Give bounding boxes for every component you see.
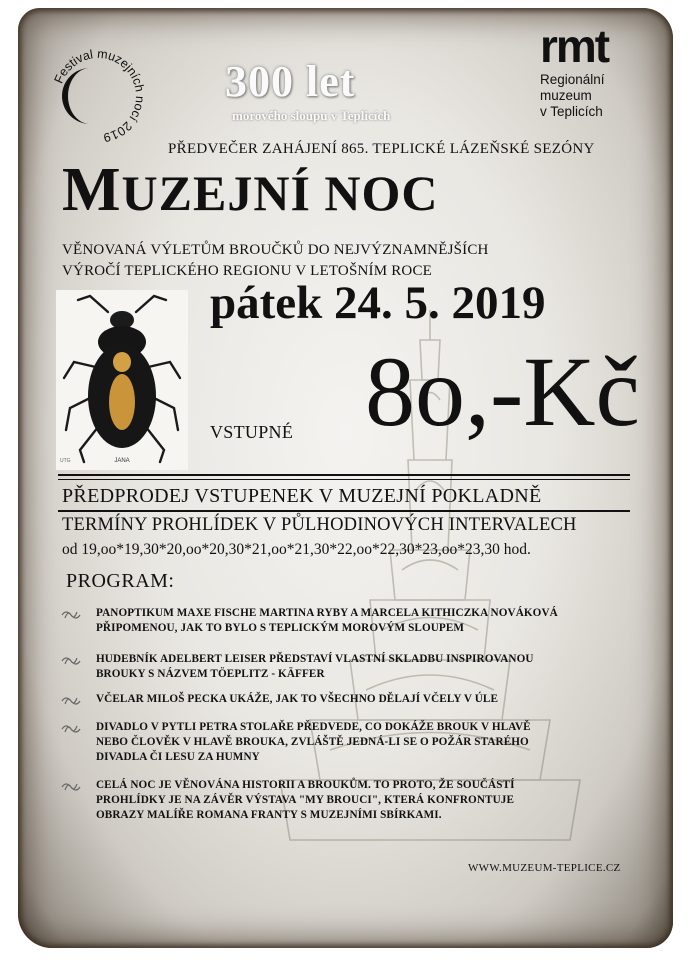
title-rest: UZEJNÍ NOC [121, 165, 439, 221]
event-date: pátek 24. 5. 2019 [210, 277, 546, 329]
program-item-line: PANOPTIKUM MAXE FISCHE MARTINA RYBY A MARCELA KITHICZKA NOVÁKOVÁ [96, 607, 558, 619]
logo-mark: rmt [540, 20, 609, 72]
program-item [60, 606, 632, 652]
program-item [60, 778, 632, 828]
museum-website-link[interactable]: WWW.MUZEUM-TEPLICE.CZ [468, 862, 621, 874]
ornament-bullet-icon [60, 694, 82, 708]
presale-line: PŘEDPRODEJ VSTUPENEK V MUZEJNÍ POKLADNĚ [62, 485, 542, 507]
program-item-line: CELÁ NOC JE VĚNOVÁNA HISTORII A BROUKŮM. TO PROTO, ŽE SOUČÁSTÍ [96, 779, 515, 791]
tour-times: od 19,oo*19,30*20,oo*20,30*21,oo*21,30*22,oo*22,30*23,oo*23,30 hod. [62, 541, 531, 558]
festival-logo [48, 46, 148, 146]
logo-line-1: Regionální [540, 72, 605, 87]
museum-logo [540, 20, 650, 120]
program-item-line: OBRAZY MALÍŘE ROMANA FRANTY S MUZEJNÍMI SBÍRKAMI. [96, 809, 442, 821]
program-item-line: NEBO ČLOVĚK V HLAVĚ BROUKA, ZVLÁŠTĚ JEDNÁ-LI SE O POŽÁR STARÉHO [96, 736, 529, 748]
logo-line-3: v Teplicích [540, 104, 603, 119]
ornament-bullet-icon [60, 722, 82, 736]
main-title [62, 150, 439, 233]
anniversary-subtitle: morového sloupu v Teplicích [232, 108, 391, 123]
program-item-line: DIVADLA ČI LESU ZA HUMNY [96, 751, 260, 763]
ornament-bullet-icon [60, 654, 82, 668]
program-list [60, 606, 632, 828]
artwork-corner: UTG [60, 458, 71, 464]
divider-top-thick [58, 474, 630, 476]
entry-label: VSTUPNÉ [210, 422, 294, 442]
program-item-line: PROHLÍDKY JE NA ZÁVĚR VÝSTAVA "MY BROUCI", KTERÁ KONFRONTUJE [96, 794, 515, 806]
title-initial: M [62, 156, 122, 224]
ornament-bullet-icon [60, 608, 82, 622]
program-title: PROGRAM: [66, 570, 175, 592]
ornament-bullet-icon [60, 780, 82, 794]
program-item-line: HUDEBNÍK ADELBERT LEISER PŘEDSTAVÍ VLASTNÍ SKLADBU INSPIROVANOU [96, 653, 534, 665]
eve-line: PŘEDVEČER ZAHÁJENÍ 865. TEPLICKÉ LÁZEŇSKÉ SEZÓNY [168, 141, 595, 157]
terms-line: TERMÍNY PROHLÍDEK V PŮLHODINOVÝCH INTERVALECH [62, 515, 577, 535]
program-item-line: BROUKY S NÁZVEM TÖEPLITZ - KÄFFER [96, 668, 325, 680]
divider-top-thin [58, 479, 630, 480]
dedication-line-2: VÝROČÍ TEPLICKÉHO REGIONU V LETOŠNÍM ROCE [62, 263, 433, 279]
beetle-icon [56, 290, 188, 470]
artwork-label: JANA [114, 458, 130, 464]
anniversary-title: 300 let [225, 57, 356, 106]
divider-mid [58, 510, 630, 512]
entry-price: 8o,-Kč [365, 336, 640, 447]
program-item [60, 652, 632, 692]
program-item-line: DIVADLO V PYTLI PETRA STOLAŘE PŘEDVEDE, CO DOKÁŽE BROUK V HLAVĚ [96, 721, 531, 733]
program-item-line: VČELAR MILOŠ PECKA UKÁŽE, JAK TO VŠECHNO DĚLAJÍ VČELY V ÚLE [96, 693, 499, 705]
program-item [60, 692, 632, 720]
program-item-line: PŘIPOMENOU, JAK TO BYLO S TEPLICKÝM MOROVÝM SLOUPEM [96, 622, 465, 634]
program-item [60, 720, 632, 778]
dedication-line-1: VĚNOVANÁ VÝLETŮM BROUČKŮ DO NEJVÝZNAMNĚJŠÍCH [62, 242, 489, 258]
festival-text: Festival muzejních nocí 2019 [51, 46, 148, 145]
beetle-artwork [56, 290, 188, 470]
logo-line-2: muzeum [540, 88, 592, 103]
